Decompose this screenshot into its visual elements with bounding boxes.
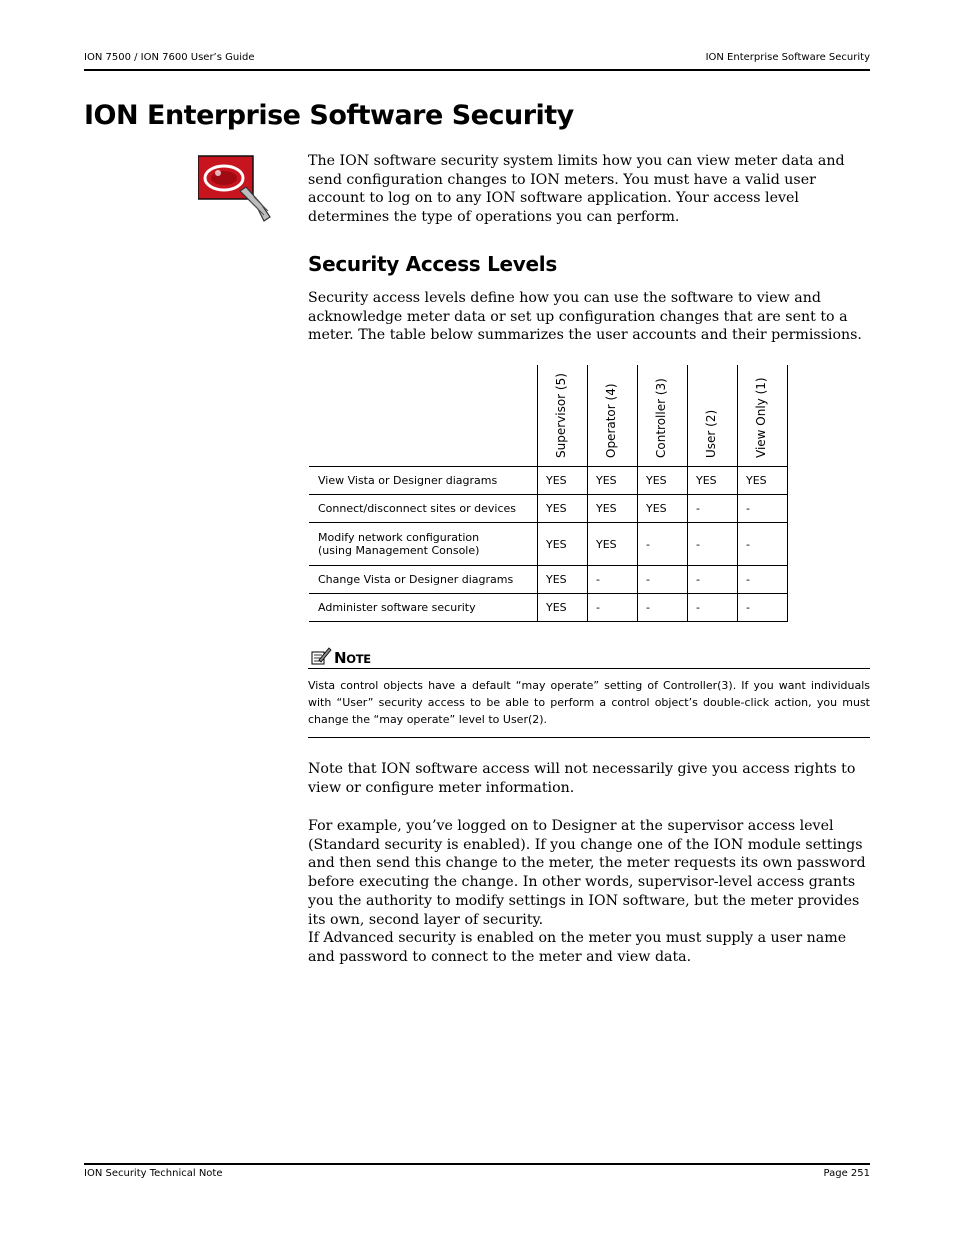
table-cell: YES bbox=[588, 467, 638, 495]
page-number: Page 251 bbox=[823, 1168, 870, 1179]
table-cell: YES bbox=[588, 523, 638, 566]
table-cell: - bbox=[738, 566, 788, 594]
section-paragraph: Security access levels define how you can use the software to view and acknowledge meter data or set up configuration changes that are sent to a meter. The table below summarizes the user accounts and their permissions. bbox=[308, 290, 862, 344]
paragraph-advanced: If Advanced security is enabled on the meter you must supply a user name and password to connect to the meter and view data. bbox=[308, 930, 847, 965]
header-rule bbox=[84, 69, 870, 71]
table-cell: - bbox=[738, 523, 788, 566]
table-row bbox=[309, 566, 788, 594]
row-label: Administer software security bbox=[309, 594, 538, 622]
table-cell: YES bbox=[688, 467, 738, 495]
permissions-table bbox=[309, 365, 788, 622]
table-cell: - bbox=[688, 566, 738, 594]
note-header bbox=[308, 646, 870, 669]
table-cell: - bbox=[638, 594, 688, 622]
footer-left: ION Security Technical Note bbox=[84, 1168, 223, 1179]
table-header-row bbox=[309, 365, 788, 467]
table-cell: - bbox=[738, 594, 788, 622]
table-cell: - bbox=[688, 523, 738, 566]
table-cell: YES bbox=[538, 467, 588, 495]
table-cell: - bbox=[588, 594, 638, 622]
column-header-view-only: View Only (1) bbox=[738, 365, 788, 467]
security-magnifier-icon bbox=[198, 155, 274, 227]
header-left: ION 7500 / ION 7600 User’s Guide bbox=[84, 52, 255, 63]
table-row bbox=[309, 467, 788, 495]
header-right: ION Enterprise Software Security bbox=[705, 52, 870, 63]
table-cell: YES bbox=[638, 495, 688, 523]
section-heading: Security Access Levels bbox=[308, 252, 557, 276]
note-text: Vista control objects have a default “may operate” setting of Controller(3). If you want individuals with “User” security access to be able to perform a control object’s double-click action, you must change the “may operate” level to User(2). bbox=[308, 679, 870, 726]
table-cell: - bbox=[738, 495, 788, 523]
table-cell: YES bbox=[538, 566, 588, 594]
paragraph-example: For example, you’ve logged on to Designer at the supervisor access level (Standard security is enabled). If you change one of the ION module settings and then send this change to the meter, the meter requests its own password before executing the change. In other words, supervisor-level access grants you the authority to modify settings in ION software, but the meter provides its own, second layer of security. bbox=[308, 818, 866, 928]
note-rule bbox=[308, 737, 870, 738]
row-label: Modify network configuration (using Management Console) bbox=[309, 523, 538, 566]
table-cell: - bbox=[588, 566, 638, 594]
row-label: View Vista or Designer diagrams bbox=[309, 467, 538, 495]
table-row bbox=[309, 495, 788, 523]
table-cell: YES bbox=[538, 594, 588, 622]
table-row bbox=[309, 594, 788, 622]
table-cell: YES bbox=[738, 467, 788, 495]
paragraph-access: Note that ION software access will not necessarily give you access rights to view or configure meter information. bbox=[308, 761, 856, 796]
table-cell: YES bbox=[538, 495, 588, 523]
table-cell: YES bbox=[538, 523, 588, 566]
column-header-operator: Operator (4) bbox=[588, 365, 638, 467]
column-header-controller: Controller (3) bbox=[638, 365, 688, 467]
note-label: NOTE bbox=[334, 649, 371, 667]
column-header-supervisor: Supervisor (5) bbox=[538, 365, 588, 467]
table-corner bbox=[309, 365, 538, 467]
row-label: Connect/disconnect sites or devices bbox=[309, 495, 538, 523]
table-cell: - bbox=[688, 594, 738, 622]
table-cell: YES bbox=[588, 495, 638, 523]
table-cell: - bbox=[638, 566, 688, 594]
footer-rule bbox=[84, 1163, 870, 1165]
intro-paragraph: The ION software security system limits how you can view meter data and send configuration changes to ION meters. You must have a valid user account to log on to any ION software application. Your access level determines the type of operations you can perform. bbox=[308, 153, 845, 226]
table-row bbox=[309, 523, 788, 566]
note-pencil-icon bbox=[310, 646, 332, 670]
table-cell: - bbox=[638, 523, 688, 566]
column-header-user: User (2) bbox=[688, 365, 738, 467]
table-cell: YES bbox=[638, 467, 688, 495]
row-label: Change Vista or Designer diagrams bbox=[309, 566, 538, 594]
page-title: ION Enterprise Software Security bbox=[84, 100, 574, 131]
table-cell: - bbox=[688, 495, 738, 523]
